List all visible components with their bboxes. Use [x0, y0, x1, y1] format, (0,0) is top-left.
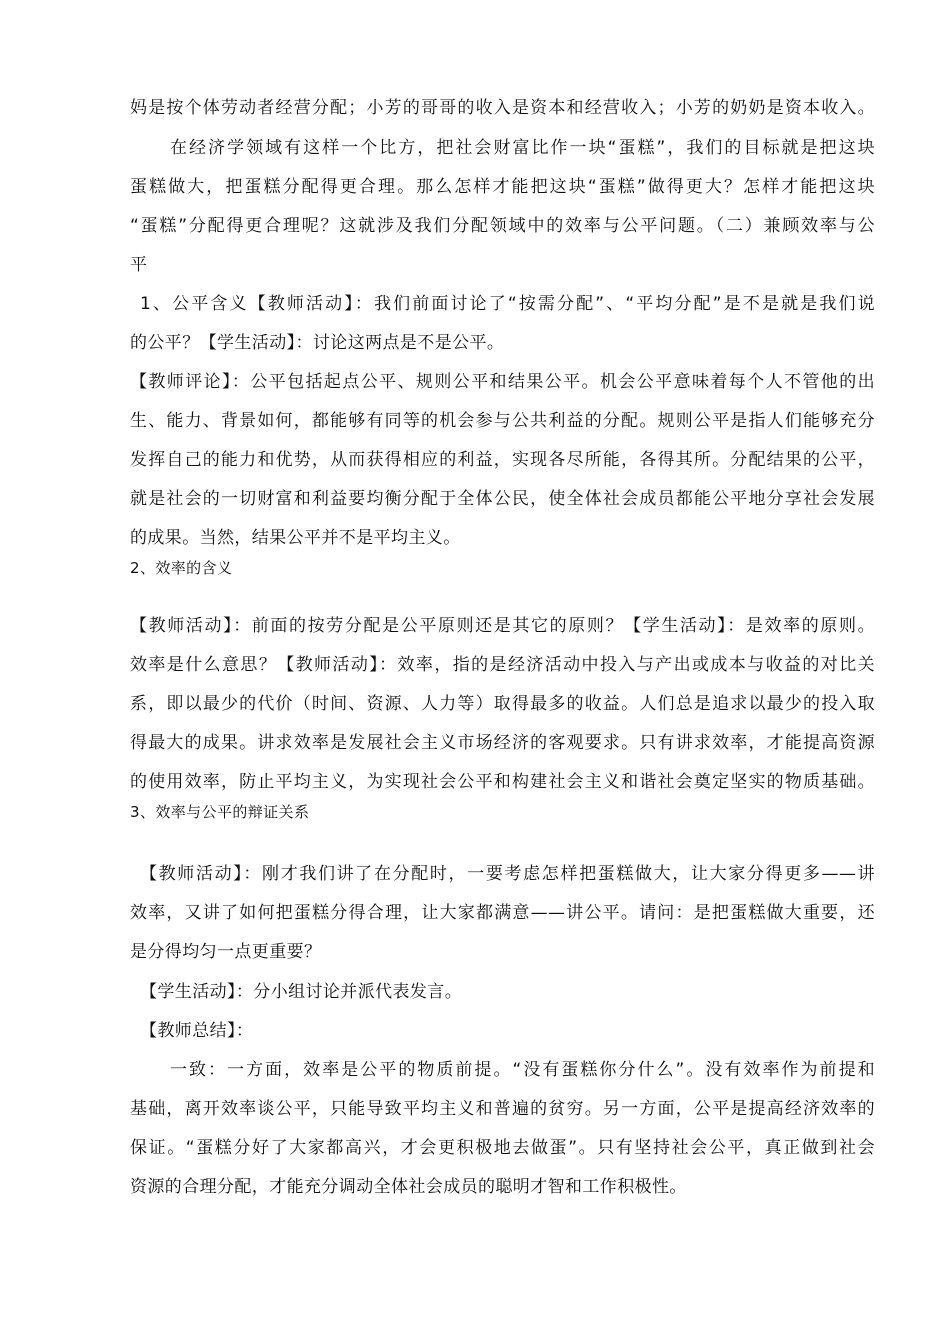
paragraph-line: 效率是什么意思？【教师活动】：效率，指的是经济活动中投入与产出或成本与收益的对比关 — [130, 655, 875, 675]
paragraph-line: 在经济学领域有这样一个比方，把社会财富比作一块“蛋糕”，我们的目标就是把这块 — [170, 138, 875, 158]
paragraph-line: 效率，又讲了如何把蛋糕分得合理，让大家都满意——讲公平。请问：是把蛋糕做大重要，还 — [130, 903, 875, 923]
paragraph-line: 资源的合理分配，才能充分调动全体社会成员的聪明才智和工作积极性。 — [130, 1177, 687, 1197]
section-heading-efficiency: 2、效率的含义 — [130, 559, 233, 577]
paragraph-line: 系，即以最少的代价（时间、资源、人力等）取得最多的收益。人们总是追求以最少的投入取 — [130, 694, 875, 714]
paragraph-line: 【教师活动】：刚才我们讲了在分配时，一要考虑怎样把蛋糕做大，让大家分得更多——讲 — [140, 864, 875, 884]
paragraph-line: “蛋糕”分配得更合理呢？这就涉及我们分配领域中的效率与公平问题。（二）兼顾效率与公 — [130, 216, 875, 236]
paragraph-line: 生、能力、背景如何，都能够有同等的机会参与公共利益的分配。规则公平是指人们能够充分 — [130, 411, 875, 431]
paragraph-line: 得最大的成果。讲求效率是发展社会主义市场经济的客观要求。只有讲求效率，才能提高资源 — [130, 733, 875, 753]
paragraph-line: 保证。“蛋糕分好了大家都高兴，才会更积极地去做蛋”。只有坚持社会公平，真正做到社会 — [130, 1138, 875, 1158]
paragraph-line: 基础，离开效率谈公平，只能导致平均主义和普遍的贫穷。另一方面，公平是提高经济效率的 — [130, 1099, 875, 1119]
paragraph-line: 【教师总结】： — [140, 1021, 254, 1041]
paragraph-line: 是分得均匀一点更重要？ — [130, 942, 322, 962]
paragraph-line: 【学生活动】：分小组讨论并派代表发言。 — [140, 982, 463, 1002]
paragraph-line: 【教师活动】：前面的按劳分配是公平原则还是其它的原则？【学生活动】：是效率的原则。 — [130, 616, 875, 636]
paragraph-line: 蛋糕做大，把蛋糕分配得更合理。那么怎样才能把这块“蛋糕”做得更大？怎样才能把这块 — [130, 177, 875, 197]
paragraph-line: 发挥自己的能力和优势，从而获得相应的利益，实现各尽所能，各得其所。分配结果的公平， — [130, 450, 875, 470]
paragraph-line: 就是社会的一切财富和利益要均衡分配于全体公民，使全体社会成员都能公平地分享社会发展 — [130, 489, 875, 509]
paragraph-line: 妈是按个体劳动者经营分配；小芳的哥哥的收入是资本和经营收入；小芳的奶奶是资本收入。 — [130, 98, 875, 118]
paragraph-line: 一致：一方面，效率是公平的物质前提。“没有蛋糕你分什么”。没有效率作为前提和 — [170, 1060, 875, 1080]
paragraph-line: 平 — [130, 255, 148, 275]
paragraph-line: 的使用效率，防止平均主义，为实现社会公平和构建社会主义和谐社会奠定坚实的物质基础。 — [130, 772, 875, 792]
section-heading-relationship: 3、效率与公平的辩证关系 — [130, 803, 310, 821]
paragraph-line: 的成果。当然，结果公平并不是平均主义。 — [130, 528, 461, 548]
section-heading-fairness: 1、公平含义【教师活动】：我们前面讨论了“按需分配”、“平均分配”是不是就是我们说 — [140, 294, 875, 314]
paragraph-line: 的公平？【学生活动】：讨论这两点是不是公平。 — [130, 333, 505, 353]
paragraph-line: 【教师评论】：公平包括起点公平、规则公平和结果公平。机会公平意味着每个人不管他的出 — [130, 372, 875, 392]
